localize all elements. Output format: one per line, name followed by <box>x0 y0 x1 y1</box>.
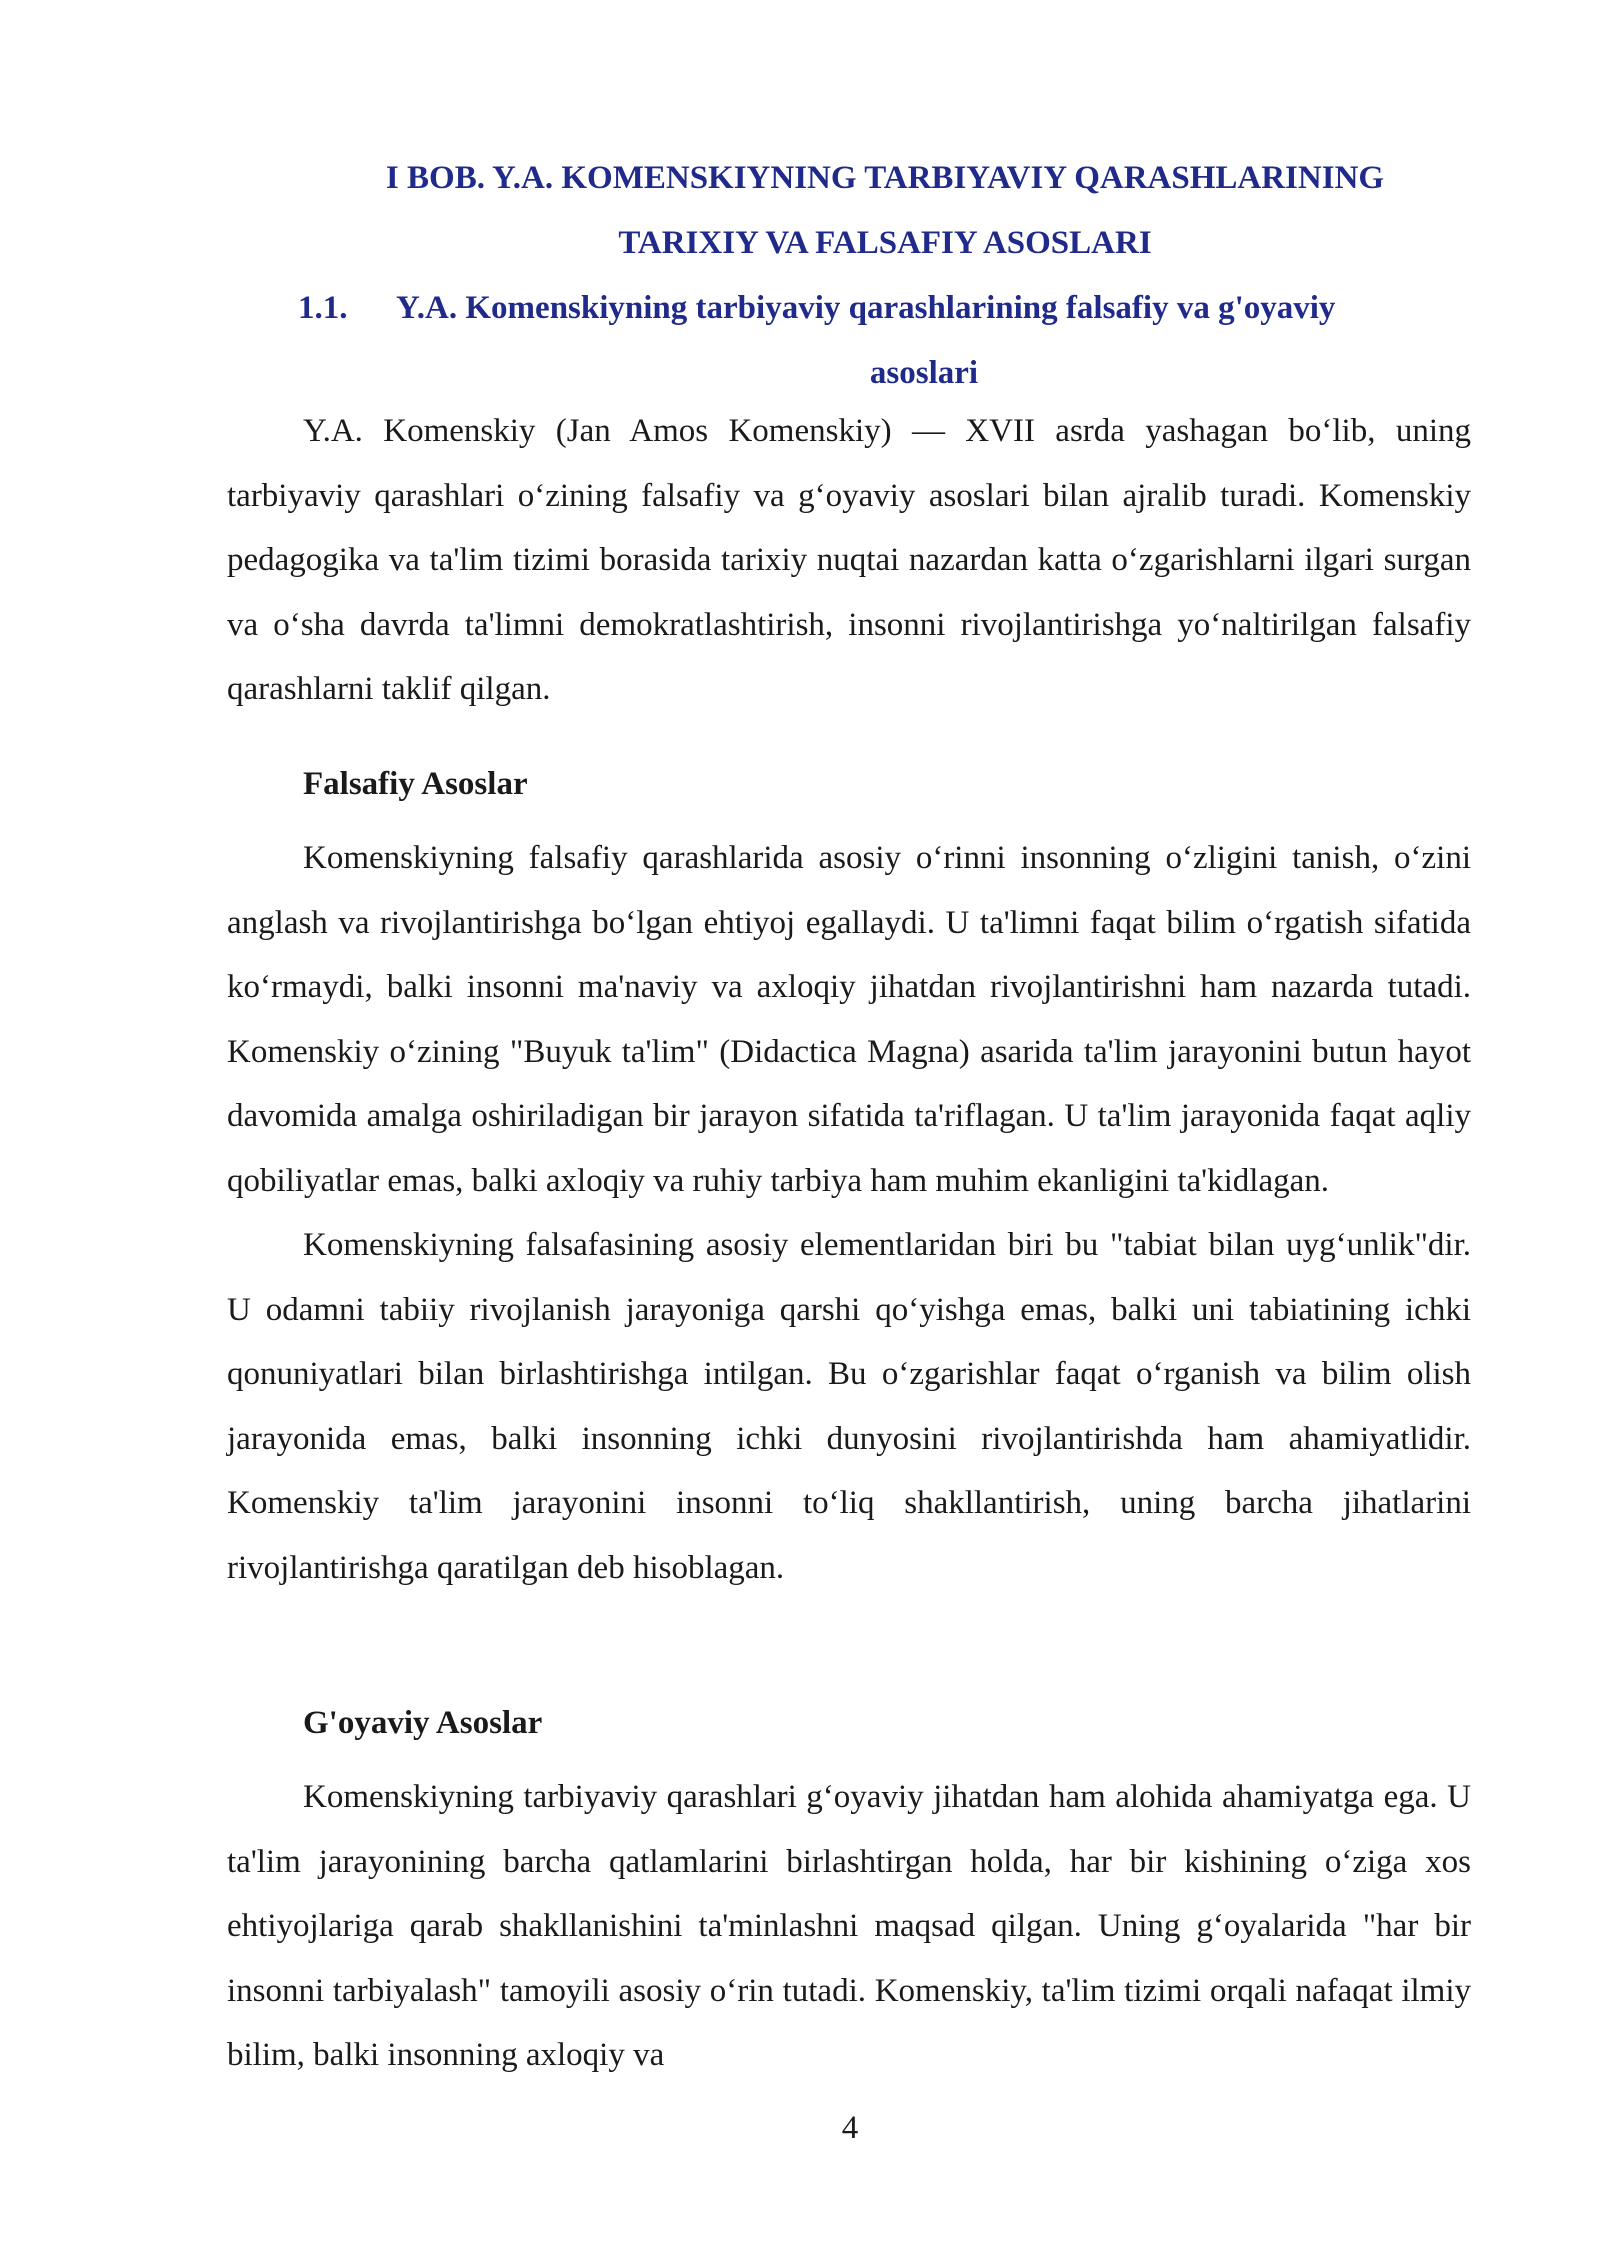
intro-block <box>227 399 1471 722</box>
chapter-title <box>300 146 1470 276</box>
chapter-title-line-2: TARIXIY VA FALSAFIY ASOSLARI <box>618 225 1152 261</box>
section-title-text: Y.A. Komenskiyning tarbiyaviy qarashlarining falsafiy va g'oyaviy <box>396 290 1336 326</box>
section-number: 1.1. <box>298 290 348 326</box>
goyaviy-heading: G'oyaviy Asoslar <box>303 1705 543 1741</box>
falsafiy-paragraph-1: Komenskiyning falsafiy qarashlarida asosiy o‘rinni insonning o‘zligini tanish, o‘zini anglash va rivojlantirishga bo‘lgan ehtiyoj egallaydi. U ta'limni faqat bilim o‘rgatish sifatida ko‘rmaydi, balki insonni ma'naviy va axloqiy jihatdan rivojlantirishni ham nazarda tutadi. Komenskiy o‘zining "Buyuk ta'lim" (Didactica Magna) asarida ta'lim jarayonini butun hayot davomida amalga oshiriladigan bir jarayon sifatida ta'riflagan. U ta'lim jarayonida faqat aqliy qobiliyatlar emas, balki axloqiy va ruhiy tarbiya ham muhim ekanligini ta'kidlagan. <box>227 840 1471 1199</box>
goyaviy-block <box>227 1765 1471 2088</box>
falsafiy-block <box>227 826 1471 1600</box>
chapter-title-line-1: I BOB. Y.A. KOMENSKIYNING TARBIYAVIY QARASHLARINING <box>385 160 1385 196</box>
goyaviy-paragraph-1: Komenskiyning tarbiyaviy qarashlari g‘oyaviy jihatdan ham alohida ahamiyatga ega. U ta'lim jarayonining barcha qatlamlarini birlashtirgan holda, har bir kishining o‘ziga xos ehtiyojlariga qarab shakllanishini ta'minlashni maqsad qilgan. Uning g‘oyalarida "har bir insonni tarbiyalash" tamoyili asosiy o‘rin tutadi. Komenskiy, ta'lim tizimi orqali nafaqat ilmiy bilim, balki insonning axloqiy va <box>227 1779 1471 2073</box>
section-title <box>298 276 1470 406</box>
falsafiy-paragraph-2: Komenskiyning falsafasining asosiy elementlaridan biri bu "tabiat bilan uyg‘unlik"dir. U odamni tabiiy rivojlanish jarayoniga qarshi qo‘yishga emas, balki uni tabiatining ichki qonuniyatlari bilan birlashtirishga intilgan. Bu o‘zgarishlar faqat o‘rganish va bilim olish jarayonida emas, balki insonning ichki dunyosini rivojlantirishda ham ahamiyatlidir. Komenskiy ta'lim jarayonini insonni to‘liq shakllantirish, uning barcha jihatlarini rivojlantirishga qaratilgan deb hisoblagan. <box>227 1227 1471 1586</box>
page-number: 4 <box>841 2110 859 2146</box>
section-title-continuation: asoslari <box>869 355 979 391</box>
intro-paragraph: Y.A. Komenskiy (Jan Amos Komenskiy) — XVII asrda yashagan bo‘lib, uning tarbiyaviy qarashlari o‘zining falsafiy va g‘oyaviy asoslari bilan ajralib turadi. Komenskiy pedagogika va ta'lim tizimi borasida tarixiy nuqtai nazardan katta o‘zgarishlarni ilgari surgan va o‘sha davrda ta'limni demokratlashtirish, insonni rivojlantirishga yo‘naltirilgan falsafiy qarashlarni taklif qilgan. <box>227 413 1471 707</box>
falsafiy-heading: Falsafiy Asoslar <box>303 766 528 802</box>
